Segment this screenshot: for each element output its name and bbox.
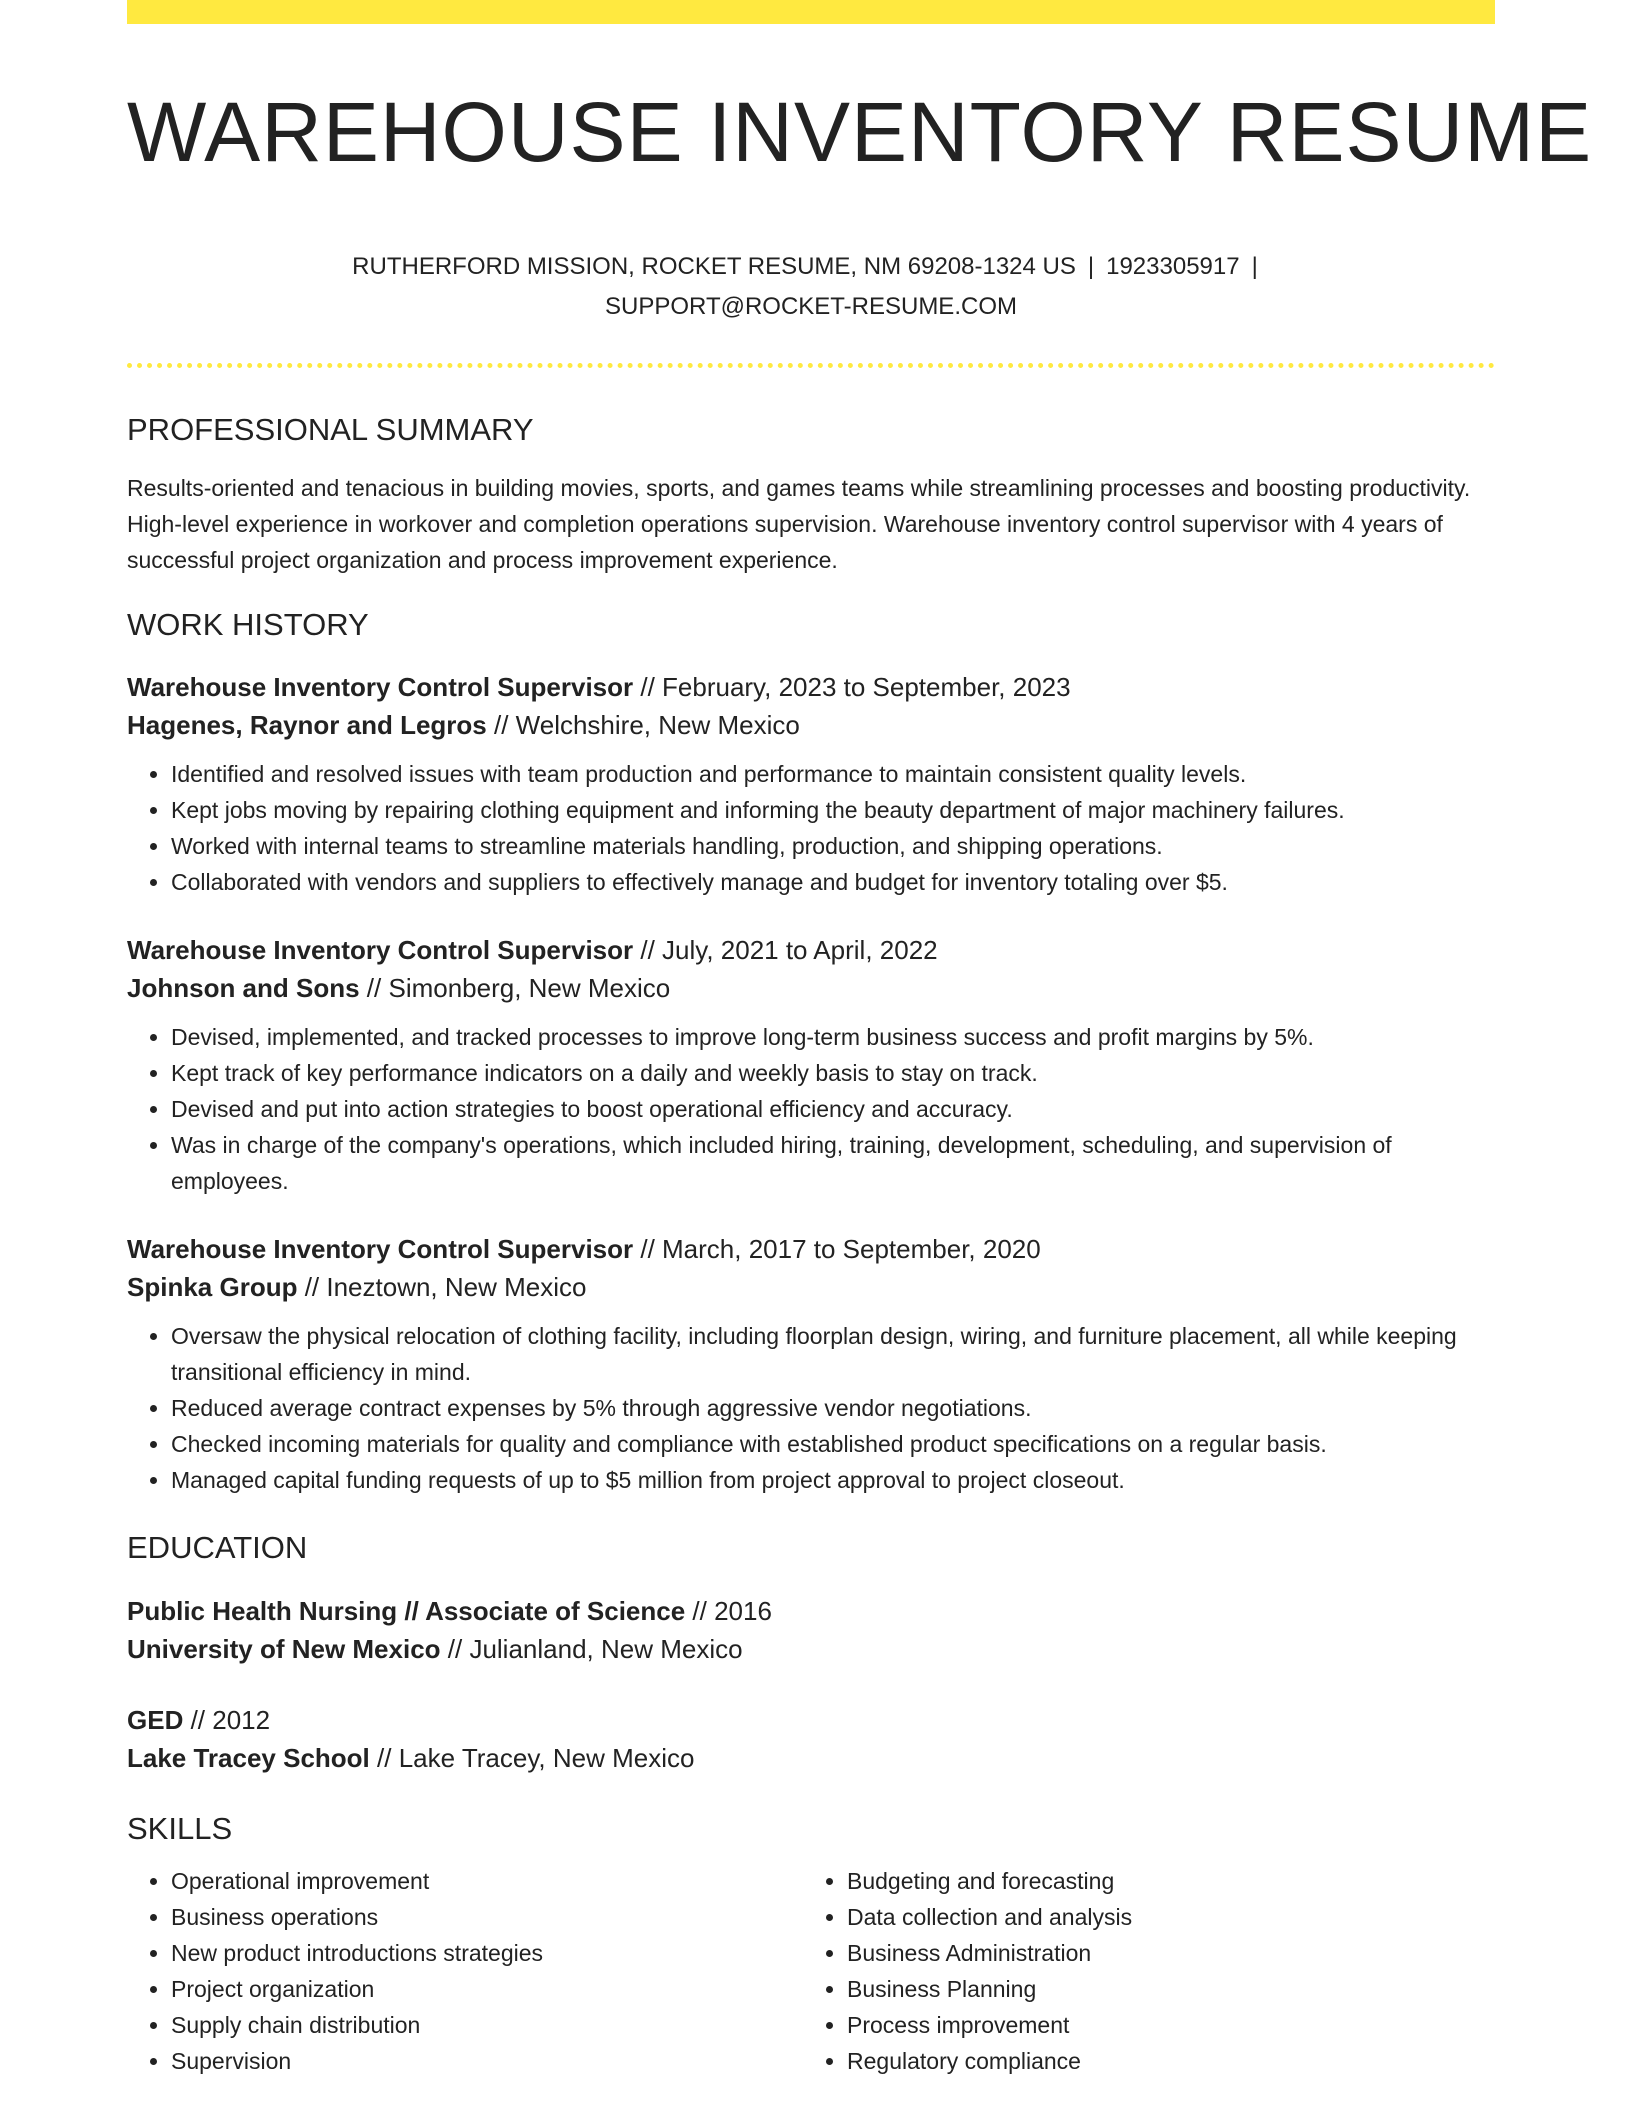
education-degree: GED xyxy=(127,1705,184,1735)
job-bullet: • Oversaw the physical relocation of clothing facility, including floorplan design, wiring, and furniture placement, all while keeping transitional efficiency in mind. xyxy=(171,1318,1495,1390)
summary-text: Results-oriented and tenacious in building movies, sports, and games teams while streamlining processes and boosting productivity. High-level experience in workover and completion operations supervision. Warehouse inventory control supervisor with 4 years of successful project organization and process improvement experience. xyxy=(127,475,1471,573)
job-bullet: • Kept track of key performance indicators on a daily and weekly basis to stay on track. xyxy=(171,1055,1495,1091)
contact-separator: | xyxy=(1251,253,1258,280)
skill-item: • Supervision xyxy=(171,2043,801,2079)
job-company-line xyxy=(127,969,1495,1007)
work-history-heading: WORK HISTORY xyxy=(127,607,369,642)
job-bullet: • Devised, implemented, and tracked processes to improve long-term business success and profit margins by 5%. xyxy=(171,1019,1495,1055)
contact-address: RUTHERFORD MISSION, ROCKET RESUME, NM 69208-1324 US xyxy=(352,253,1076,280)
contact-separator: | xyxy=(1087,253,1095,280)
skill-item: • Operational improvement xyxy=(171,1863,801,1899)
job-dates: // March, 2017 to September, 2020 xyxy=(633,1234,1041,1264)
job-role: Warehouse Inventory Control Supervisor xyxy=(127,1234,634,1264)
education-degree-line xyxy=(127,1592,1495,1630)
skill-item: • Business Administration xyxy=(847,1935,1477,1971)
education-degree-line xyxy=(127,1701,1495,1739)
skills-heading: SKILLS xyxy=(127,1811,233,1846)
accent-top-bar xyxy=(127,0,1495,24)
job-bullet: • Collaborated with vendors and suppliers to effectively manage and budget for inventory totaling over $5. xyxy=(171,864,1495,900)
summary-heading: PROFESSIONAL SUMMARY xyxy=(127,412,534,447)
job-bullets xyxy=(127,1019,1495,1199)
job-bullet: • Identified and resolved issues with team production and performance to maintain consistent quality levels. xyxy=(171,756,1495,792)
contact-line-1 xyxy=(127,247,1495,287)
job-title-line xyxy=(127,931,1495,969)
skill-item: • New product introductions strategies xyxy=(171,1935,801,1971)
contact-email[interactable]: SUPPORT@ROCKET-RESUME.COM xyxy=(605,293,1017,320)
job-entry xyxy=(127,668,1495,900)
job-bullet: • Was in charge of the company's operations, which included hiring, training, development, scheduling, and supervision of employees. xyxy=(171,1127,1495,1199)
skill-item: • Regulatory compliance xyxy=(847,2043,1477,2079)
education-entry xyxy=(127,1701,1495,1777)
job-role: Warehouse Inventory Control Supervisor xyxy=(127,672,634,702)
job-bullet: • Checked incoming materials for quality and compliance with established product specifications on a regular basis. xyxy=(171,1426,1495,1462)
job-company-line xyxy=(127,706,1495,744)
job-bullet: • Worked with internal teams to streamline materials handling, production, and shipping operations. xyxy=(171,828,1495,864)
job-bullet: • Devised and put into action strategies to boost operational efficiency and accuracy. xyxy=(171,1091,1495,1127)
job-bullet: • Managed capital funding requests of up to $5 million from project approval to project closeout. xyxy=(171,1462,1495,1498)
job-bullet: • Kept jobs moving by repairing clothing equipment and informing the beauty department of major machinery failures. xyxy=(171,792,1495,828)
job-bullets xyxy=(127,756,1495,900)
job-company: Spinka Group xyxy=(127,1272,298,1302)
skills-list xyxy=(127,1863,1495,2079)
skill-item: • Business Planning xyxy=(847,1971,1477,2007)
contact-info xyxy=(127,247,1495,327)
job-entry xyxy=(127,931,1495,1199)
education-year: // 2012 xyxy=(183,1705,271,1735)
education-school: Lake Tracey School xyxy=(127,1743,370,1773)
skill-item: • Budgeting and forecasting xyxy=(847,1863,1477,1899)
education-school-line xyxy=(127,1630,1495,1668)
skill-item: • Process improvement xyxy=(847,2007,1477,2043)
skill-item: • Project organization xyxy=(171,1971,801,2007)
education-school-line xyxy=(127,1739,1495,1777)
resume-page xyxy=(127,0,1593,2079)
job-bullets xyxy=(127,1318,1495,1498)
header-divider xyxy=(127,363,1495,368)
job-dates: // February, 2023 to September, 2023 xyxy=(633,672,1071,702)
job-company-line xyxy=(127,1268,1495,1306)
contact-line-2 xyxy=(127,287,1495,327)
job-entry xyxy=(127,1230,1495,1498)
job-bullet: • Reduced average contract expenses by 5% through aggressive vendor negotiations. xyxy=(171,1390,1495,1426)
job-location: // Welchshire, New Mexico xyxy=(486,710,800,740)
education-year: // 2016 xyxy=(685,1596,772,1626)
job-title-line xyxy=(127,668,1495,706)
skills-column-right xyxy=(801,1863,1477,2079)
education-location: // Julianland, New Mexico xyxy=(440,1634,743,1664)
education-entry xyxy=(127,1592,1495,1668)
skill-item: • Business operations xyxy=(171,1899,801,1935)
resume-title: WAREHOUSE INVENTORY RESUME xyxy=(127,85,1593,179)
job-dates: // July, 2021 to April, 2022 xyxy=(633,935,938,965)
job-company: Johnson and Sons xyxy=(127,973,360,1003)
job-company: Hagenes, Raynor and Legros xyxy=(127,710,487,740)
job-location: // Ineztown, New Mexico xyxy=(297,1272,587,1302)
skill-item: • Supply chain distribution xyxy=(171,2007,801,2043)
job-title-line xyxy=(127,1230,1495,1268)
education-school: University of New Mexico xyxy=(127,1634,441,1664)
job-location: // Simonberg, New Mexico xyxy=(359,973,671,1003)
skill-item: • Data collection and analysis xyxy=(847,1899,1477,1935)
education-location: // Lake Tracey, New Mexico xyxy=(369,1743,695,1773)
education-degree: Public Health Nursing // Associate of Science xyxy=(127,1596,686,1626)
skills-column-left xyxy=(127,1863,801,2079)
education-heading: EDUCATION xyxy=(127,1530,308,1565)
contact-phone: 1923305917 xyxy=(1106,253,1240,280)
job-role: Warehouse Inventory Control Supervisor xyxy=(127,935,634,965)
